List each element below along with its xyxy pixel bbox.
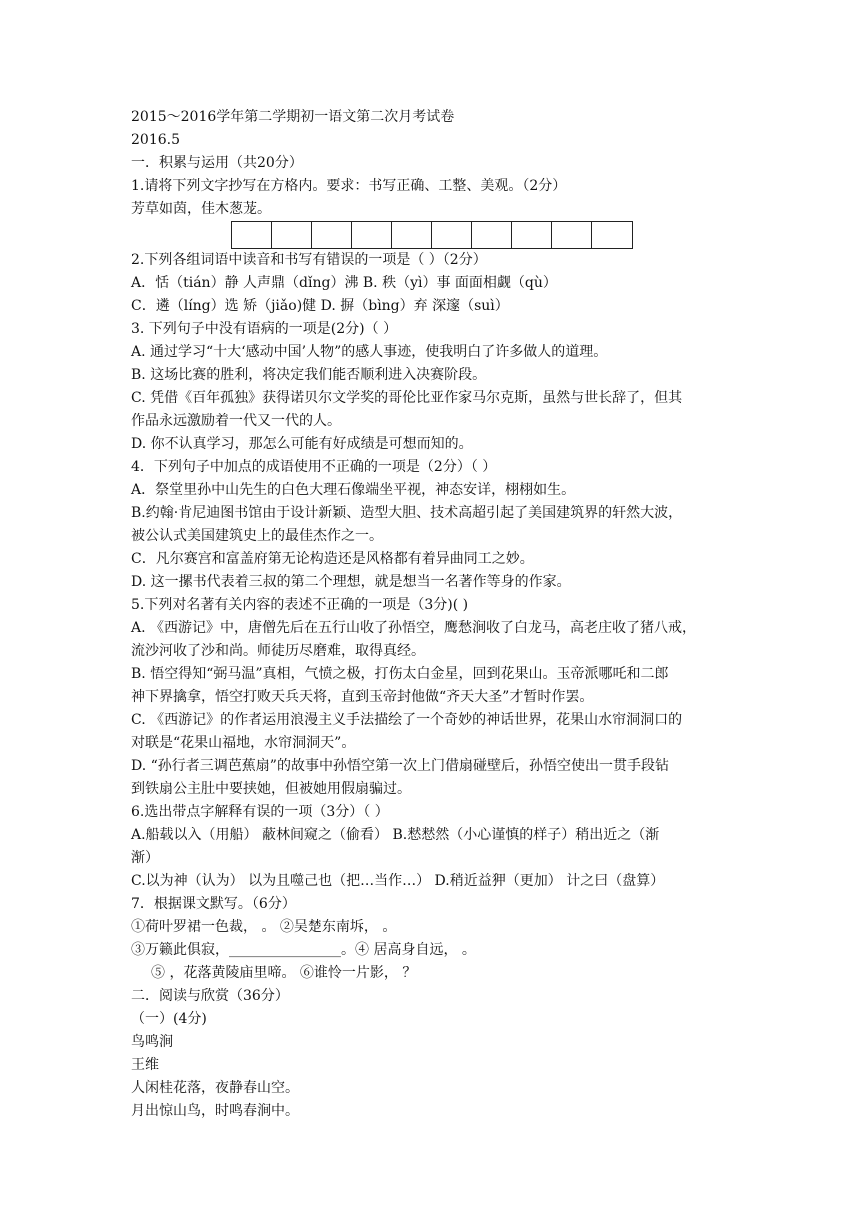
- q4-option-b: B.约翰·肯尼迪图书馆由于设计新颖、造型大胆、技术高超引起了美国建筑界的轩然大波，: [131, 505, 683, 521]
- q7-row1: ①荷叶罗裙一色裁， 。 ②吴楚东南坼， 。: [131, 919, 397, 935]
- q5-option-a-cont: 流沙河收了沙和尚。师徒历尽磨难，取得真经。: [131, 643, 425, 659]
- q3-option-d: D. 你不认真学习，那怎么可能有好成绩是可想而知的。: [131, 436, 473, 452]
- section2-heading: 二．阅读与欣赏（36分）: [131, 988, 289, 1004]
- q4-option-c: C．凡尔赛宫和富盖府第无论构造还是风格都有着异曲同工之妙。: [131, 551, 534, 567]
- q3-option-b: B. 这场比赛的胜利，将决定我们能否顺利进入决赛阶段。: [131, 367, 487, 383]
- grid-cell[interactable]: [432, 222, 472, 248]
- q5-option-a: A. 《西游记》中，唐僧先后在五行山收了孙悟空，鹰愁涧收了白龙马，高老庄收了猪八戒，: [131, 620, 697, 636]
- q5-option-c-cont: 对联是“花果山福地，水帘洞洞天”。: [131, 735, 356, 751]
- q2-prompt: 2.下列各组词语中读音和书写有错误的一项是（ ）（2分）: [131, 252, 487, 268]
- poem-title: 鸟鸣涧: [131, 1034, 173, 1050]
- grid-cell[interactable]: [392, 222, 432, 248]
- q3-option-c: C. 凭借《百年孤独》获得诺贝尔文学奖的哥伦比亚作家马尔克斯，虽然与世长辞了，但其: [131, 390, 683, 406]
- q6-prompt: 6.选出带点字解释有误的一项（3分）（ ）: [131, 804, 389, 820]
- q4-option-b-cont: 被公认式美国建筑史上的最佳杰作之一。: [131, 528, 383, 544]
- grid-cell[interactable]: [552, 222, 592, 248]
- q7-prompt: 7．根据课文默写。（6分）: [131, 896, 296, 912]
- q6-row2: 渐）: [131, 850, 159, 866]
- copy-grid-row: [131, 221, 741, 249]
- exam-page: [131, 106, 741, 1123]
- poem-author: 王维: [131, 1057, 159, 1073]
- q2-row2: C．遴（líng）选 矫（jiǎo)健 D. 摒（bìng）弃 深邃（suì）: [131, 298, 509, 314]
- q4-prompt: 4．下列句子中加点的成语使用不正确的一项是（2分）（ ）: [131, 459, 497, 475]
- reading-part1: （一）(4分): [131, 1011, 207, 1027]
- grid-cell[interactable]: [312, 222, 352, 248]
- q4-option-d: D. 这一摞书代表着三叔的第二个理想，就是想当一名著作等身的作家。: [131, 574, 571, 590]
- q4-option-a: A．祭堂里孙中山先生的白色大理石像端坐平视，神态安详，栩栩如生。: [131, 482, 576, 498]
- q5-option-b: B. 悟空得知“弼马温”真相，气愤之极，打伤太白金星，回到花果山。玉帝派哪吒和二郎: [131, 666, 669, 682]
- q7-row2: ③万籁此俱寂，________________。④ 居高身自远， 。: [131, 942, 476, 958]
- q1-text: 芳草如茵，佳木葱茏。: [131, 201, 271, 217]
- q5-prompt: 5.下列对名著有关内容的表述不正确的一项是（3分)( ): [131, 597, 469, 613]
- q1-prompt: 1.请将下列文字抄写在方格内。要求：书写正确、工整、美观。（2分）: [131, 178, 567, 194]
- poem-line-1: 人闲桂花落，夜静春山空。: [131, 1080, 299, 1096]
- grid-cell[interactable]: [352, 222, 392, 248]
- q5-option-d: D. “孙行者三调芭蕉扇”的故事中孙悟空第一次上门借扇碰壁后，孙悟空使出一贯手段钻: [131, 758, 669, 774]
- grid-cell[interactable]: [272, 222, 312, 248]
- grid-cell[interactable]: [472, 222, 512, 248]
- q5-option-c: C. 《西游记》的作者运用浪漫主义手法描绘了一个奇妙的神话世界，花果山水帘洞洞口的: [131, 712, 683, 728]
- poem-line-2: 月出惊山鸟，时鸣春涧中。: [131, 1103, 299, 1119]
- grid-cell[interactable]: [592, 222, 632, 248]
- section1-heading: 一．积累与运用（共20分）: [131, 155, 303, 171]
- grid-cell[interactable]: [232, 222, 272, 248]
- q6-row1: A.船载以入（用船） 蔽林间窥之（偷看） B.慭慭然（小心谨慎的样子）稍出近之（渐: [131, 827, 660, 843]
- q5-option-d-cont: 到铁扇公主肚中要挟她，但被她用假扇骗过。: [131, 781, 411, 797]
- exam-date: 2016.5: [131, 132, 180, 148]
- q3-option-c-cont: 作品永远激励着一代又一代的人。: [131, 413, 341, 429]
- grid-cell[interactable]: [512, 222, 552, 248]
- q5-option-b-cont: 神下界擒拿，悟空打败天兵天将，直到玉帝封他做“齐天大圣”才暂时作罢。: [131, 689, 594, 705]
- q3-option-a: A. 通过学习“十大‘感动中国’人物”的感人事迹，使我明白了许多做人的道理。: [131, 344, 608, 360]
- copy-grid[interactable]: [231, 221, 633, 249]
- q2-row1: A．恬（tián）静 人声鼎（dǐng）沸 B. 秩（yì）事 面面相觑（qù）: [131, 275, 557, 291]
- q3-prompt: 3. 下列句子中没有语病的一项是(2分)（ ）: [131, 321, 398, 337]
- exam-title: 2015～2016学年第二学期初一语文第二次月考试卷: [131, 109, 455, 125]
- q6-row3: C.以为神（认为） 以为且噬己也（把…当作…） D.稍近益狎（更加） 计之曰（盘算）: [131, 873, 665, 889]
- q7-row3: ⑤ ，花落黄陵庙里啼。 ⑥谁怜一片影， ？: [151, 965, 417, 981]
